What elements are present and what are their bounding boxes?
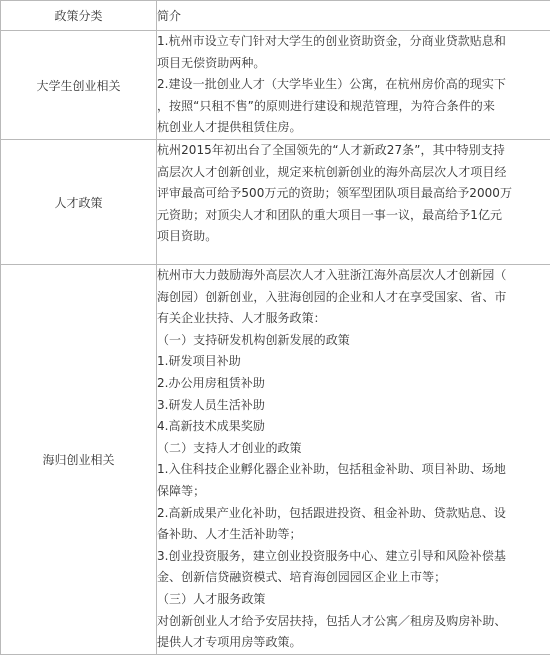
description-line: 杭创业人才提供租赁住房。 <box>157 117 550 139</box>
table-row <box>1 265 550 655</box>
category-cell: 海归创业相关 <box>1 265 157 655</box>
description-line: 杭州市大力鼓励海外高层次人才入驻浙江海外高层次人才创新园（ <box>157 265 550 287</box>
description-line: 3.研发人员生活补助 <box>157 395 550 417</box>
description-line: 评审最高可给予500万元的资助；领军型团队项目最高给予2000万 <box>157 183 550 205</box>
table-row <box>1 31 550 140</box>
description-line: 3.创业投资服务，建立创业投资服务中心、建立引导和风险补偿基 <box>157 546 550 568</box>
description-line: （一）支持研发机构创新发展的政策 <box>157 330 550 352</box>
description-line: 2.高新成果产业化补助，包括跟进投资、租金补助、贷款贴息、设 <box>157 503 550 525</box>
description-line: 备补助、人才生活补助等； <box>157 524 550 546</box>
description-line: 对创新创业人才给予安居扶持，包括人才公寓／租房及购房补助、 <box>157 611 550 633</box>
description-line: （三）人才服务政策 <box>157 589 550 611</box>
table-header-row <box>1 1 550 31</box>
description-line: 4.高新技术成果奖励 <box>157 416 550 438</box>
description-line: 金、创新信贷融资模式、培育海创园园区企业上市等； <box>157 567 550 589</box>
description-line: 1.研发项目补助 <box>157 351 550 373</box>
table-row <box>1 140 550 265</box>
description-line: （二）支持人才创业的政策 <box>157 438 550 460</box>
description-line: 项目无偿资助两种。 <box>157 53 550 75</box>
description-line: 1.入住科技企业孵化器企业补助，包括租金补助、项目补助、场地 <box>157 459 550 481</box>
description-line: 项目资助。 <box>157 226 550 248</box>
header-policy-category: 政策分类 <box>1 1 157 31</box>
description-line: 保障等； <box>157 481 550 503</box>
description-cell <box>157 265 550 655</box>
description-line: ，按照“只租不售”的原则进行建设和规范管理，为符合条件的来 <box>157 96 550 118</box>
description-line: 2.建设一批创业人才（大学毕业生）公寓，在杭州房价高的现实下 <box>157 74 550 96</box>
description-line: 2.办公用房租赁补助 <box>157 373 550 395</box>
description-line: 提供人才专项用房等政策。 <box>157 632 550 654</box>
category-cell: 人才政策 <box>1 140 157 265</box>
description-line: 1.杭州市设立专门针对大学生的创业资助资金，分商业贷款贴息和 <box>157 31 550 53</box>
description-line: 海创园）创新创业，入驻海创园的企业和人才在享受国家、省、市 <box>157 287 550 309</box>
description-line: 高层次人才创新创业，规定来杭创新创业的海外高层次人才项目经 <box>157 162 550 184</box>
description-line: 有关企业扶持、人才服务政策： <box>157 308 550 330</box>
description-line: 杭州2015年初出台了全国领先的“人才新政27条”，其中特别支持 <box>157 140 550 162</box>
category-cell: 大学生创业相关 <box>1 31 157 140</box>
description-cell <box>157 31 550 140</box>
description-cell <box>157 140 550 265</box>
header-summary: 简介 <box>157 1 550 31</box>
description-line: 元资助；对顶尖人才和团队的重大项目一事一议，最高给予1亿元 <box>157 205 550 227</box>
